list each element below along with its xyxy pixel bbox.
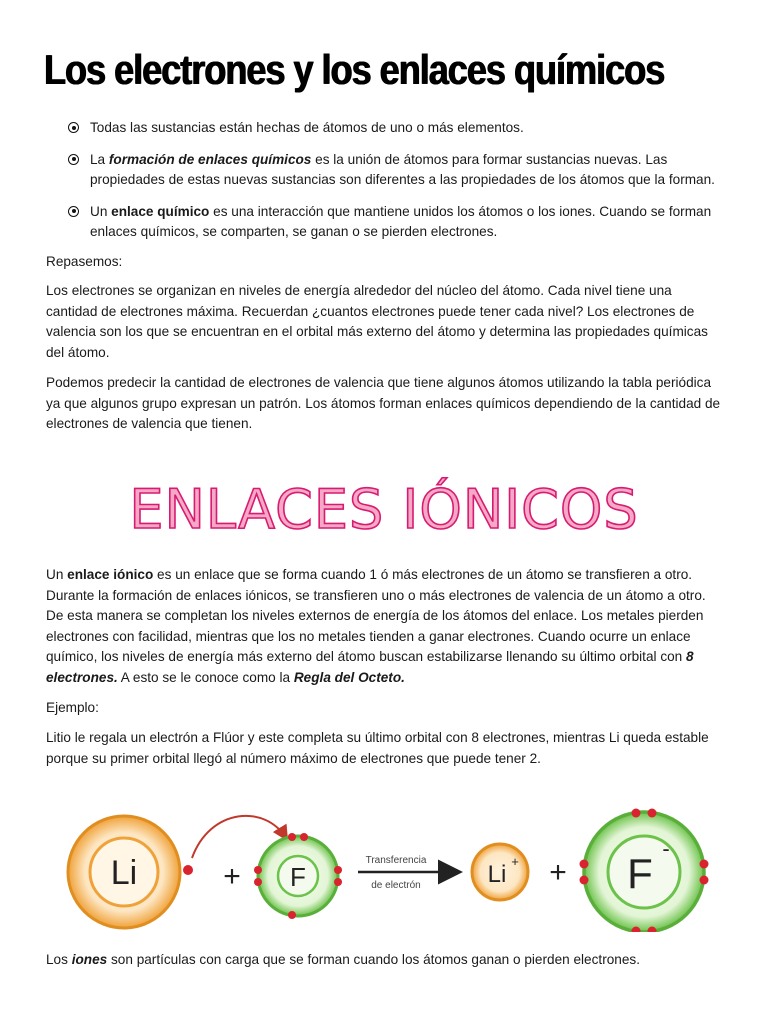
bullet-text: es una interacción que mantiene unidos los átomos o los iones. Cuando se forman enlaces químicos, se comparten, se ganan o se pierden electrones.: [90, 203, 712, 240]
repasemos-label: Repasemos:: [46, 254, 123, 269]
paragraph-valence: Podemos predecir la cantidad de electrones de valencia que tiene algunos átomos utilizando la tabla periódica ya que algunos grupo expresan un patrón. Los átomos forman enlaces químicos dependiendo de la cantidad de electrones de valencia que tienen.: [46, 375, 721, 432]
li-symbol: Li: [110, 854, 138, 892]
fluoride-ion: [580, 809, 709, 933]
list-item: [66, 202, 726, 243]
ejemplo-label: Ejemplo:: [46, 700, 99, 715]
fluorine-atom: [254, 833, 342, 919]
li-ion-symbol: Li: [487, 861, 507, 888]
bullet-text: Un: [90, 203, 112, 219]
transfer-label-line1: Transferencia: [365, 855, 427, 866]
f-symbol: F: [290, 862, 306, 892]
radio-bullet-icon: [68, 122, 79, 133]
plus-sign: +: [549, 856, 567, 889]
list-item: [66, 150, 726, 191]
bullet-emphasis: enlace químico: [111, 203, 210, 219]
bullet-text: es la unión de átomos para formar sustancias nuevas. Las propiedades de estas nuevas sustancias son diferentes a las propiedades de los átomos que la forman.: [90, 151, 715, 188]
electron: [183, 865, 193, 875]
bullet-text: Todas las sustancias están hechas de átomos de uno o más elementos.: [90, 120, 524, 135]
paragraph-example: Litio le regala un electrón a Flúor y este completa su último orbital con 8 electrones, mientras Li queda estable porque su primer orbital llegó al número máximo de electrones que puede tener 2.: [46, 730, 709, 766]
plus-sign: +: [223, 860, 241, 893]
radio-bullet-icon: [68, 206, 79, 217]
paragraph-electrons: Los electrones se organizan en niveles de energía alrededor del núcleo del átomo. Cada nivel tiene una cantidad de electrones máxima. Recuerdan ¿cuantos electrones puede tener cada nivel? Los electrones de valencia son los que se encuentran en el orbital más externo del átomo y determina las propiedades químicas del átomo.: [46, 283, 708, 360]
bullet-text: La: [90, 151, 109, 167]
li-ion-charge: +: [511, 854, 519, 869]
bullet-list: [66, 118, 726, 254]
f-ion-symbol: F: [627, 850, 653, 897]
ionic-bonds-heading: ENLACES IÓNICOS: [129, 478, 639, 541]
page-title: Los electrones y los enlaces químicos: [44, 46, 665, 93]
lithium-atom: [68, 816, 193, 928]
radio-bullet-icon: [68, 154, 79, 165]
f-ion-charge: -: [662, 836, 670, 861]
paragraph-ions: Los iones son partículas con carga que se forman cuando los átomos ganan o pierden electrones.: [46, 952, 640, 967]
ionic-bond-diagram: [60, 808, 720, 932]
lithium-ion: [472, 844, 528, 900]
paragraph-ionic-bond: Un enlace iónico es un enlace que se forma cuando 1 ó más electrones de un átomo se transfieren a otro. Durante la formación de enlaces iónicos, se transfieren uno o más electrones de valencia de un átomo a otro. De esta manera se completan los niveles externos de energía de los átomos del enlace. Los metales pierden electrones con facilidad, mientras que los no metales tienden a ganar electrones. Cuando ocurre un enlace químico, los niveles de energía más externo del átomo buscan estabilizarse llenando su último orbital con 8 electrones. A esto se le conoce como la Regla del Octeto.: [46, 567, 706, 685]
transfer-label-line2: de electrón: [371, 880, 421, 891]
bullet-emphasis: formación de enlaces químicos: [108, 151, 312, 167]
list-item: [66, 118, 726, 139]
